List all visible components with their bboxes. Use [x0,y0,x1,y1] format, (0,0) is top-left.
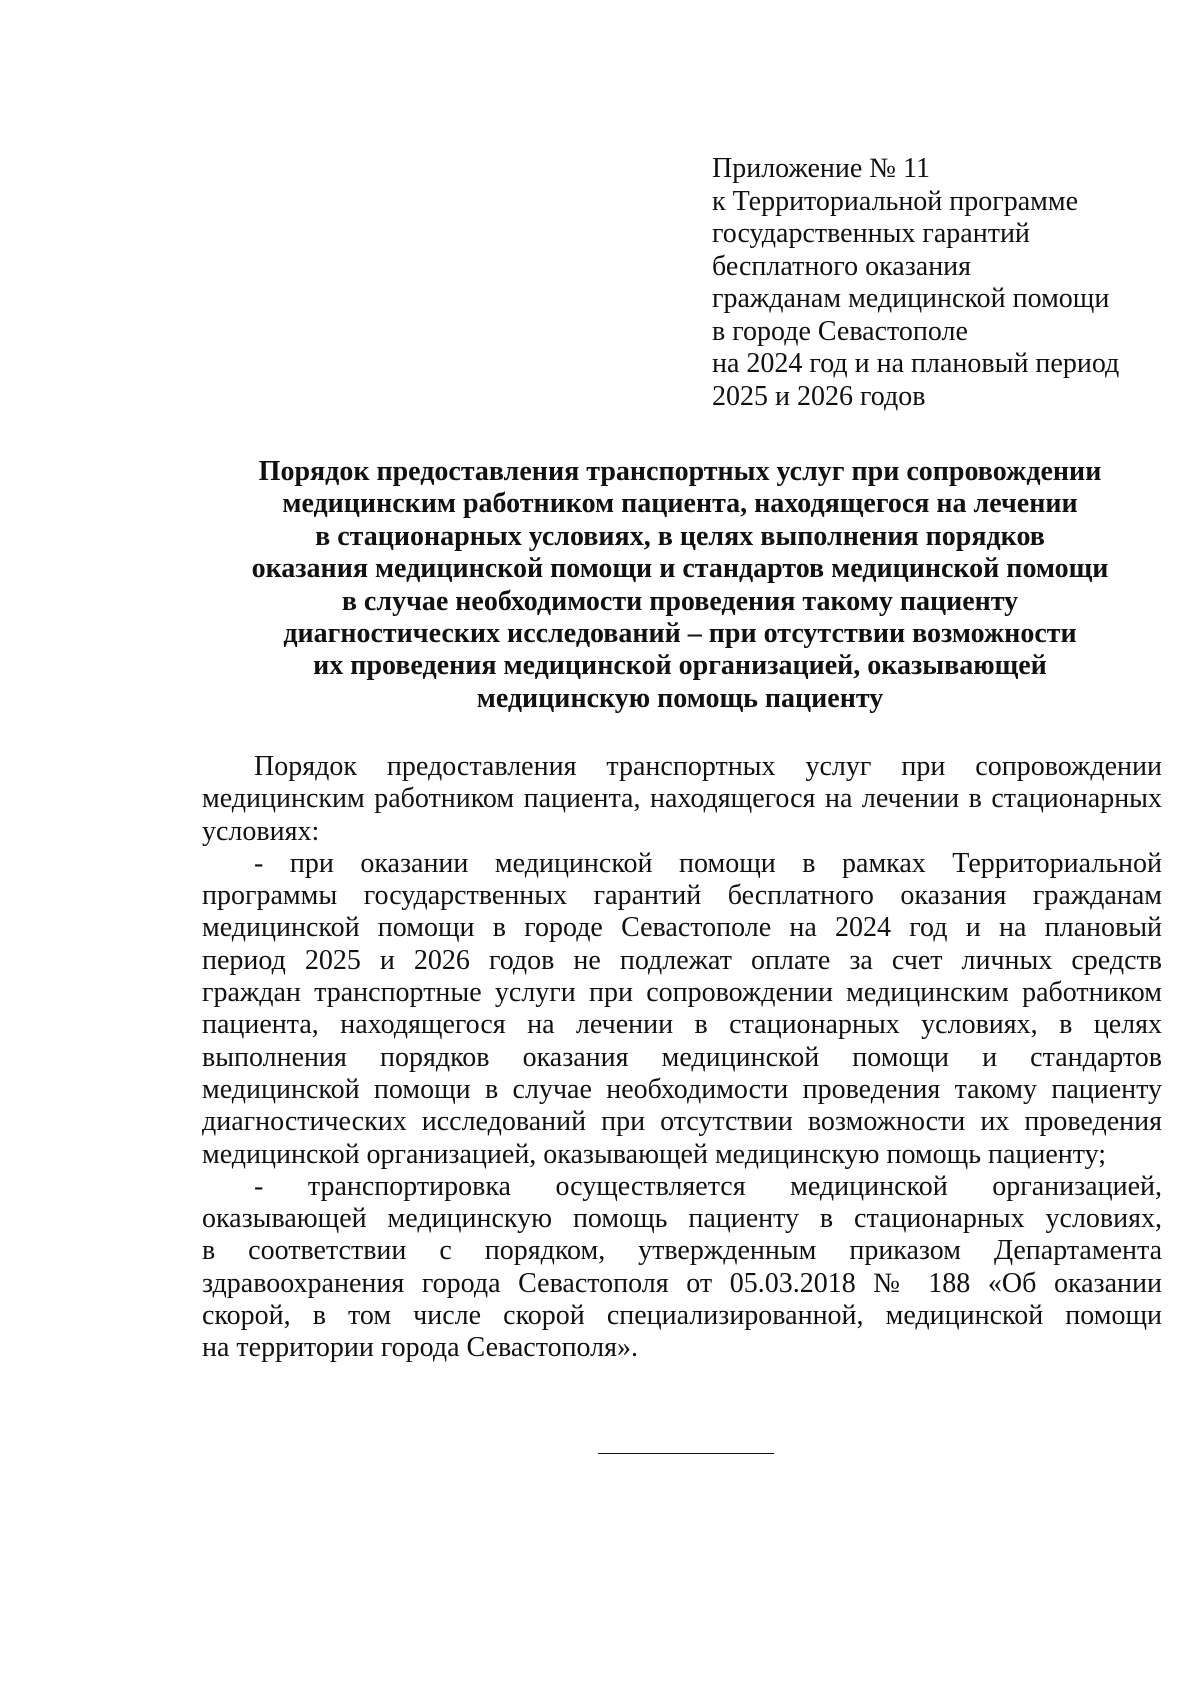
body-line: выполнения порядков оказания медицинской помощи и стандартов [202,1041,1162,1073]
body-line: медицинской помощи в случае необходимости проведения такому пациенту [202,1073,1162,1105]
body-line: оказывающей медицинскую помощь пациенту в стационарных условиях, [202,1203,1162,1235]
body-line: программы государственных гарантий бесплатного оказания гражданам [202,880,1162,912]
appendix-line: в городе Севастополе [712,315,968,347]
document-title [200,456,1160,715]
body-line: условиях: [202,815,320,847]
appendix-line: гражданам медицинской помощи [712,283,1110,314]
title-line: оказания медицинской помощи и стандартов медицинской помощи [251,553,1109,585]
body-line: период 2025 и 2026 годов не подлежат оплате за счет личных средств [202,944,1162,976]
title-line: диагностических исследований – при отсутствии возможности [283,618,1077,650]
body-line: медицинской помощи в городе Севастополе на 2024 год и на плановый [202,912,1162,944]
body-line: здравоохранения города Севастополя от 05.03.2018 № 188 «Об оказании [202,1267,1162,1299]
appendix-line: государственных гарантий [712,218,1030,249]
body-line: Порядок предоставления транспортных услуг при сопровождении [254,751,1162,782]
title-line: Порядок предоставления транспортных услуг при сопровождении [258,456,1102,487]
body-line: диагностических исследований при отсутствии возможности их проведения [202,1106,1162,1138]
document-body [202,751,1162,1365]
body-line: - транспортировка осуществляется медицинской организацией, [254,1170,1162,1202]
title-line: в стационарных условиях, в целях выполнения порядков [315,520,1045,552]
title-line: медицинским работником пациента, находящегося на лечении [282,488,1078,520]
body-line: граждан транспортные услуги при сопровождении медицинским работником [202,977,1162,1009]
body-line: в соответствии с порядком, утвержденным приказом Департамента [202,1235,1162,1267]
body-line: - при оказании медицинской помощи в рамках Территориальной [254,847,1162,879]
body-line: скорой, в том числе скорой специализированной, медицинской помощи [202,1300,1162,1332]
title-line: их проведения медицинской организацией, оказывающей [313,650,1047,682]
appendix-line: бесплатного оказания [712,250,972,282]
appendix-header [712,153,1152,413]
body-line: медицинской организацией, оказывающей медицинскую помощь пациенту; [202,1138,1107,1170]
title-line: медицинскую помощь пациенту [476,682,884,714]
appendix-line: к Территориальной программе [712,185,1079,217]
body-line: пациента, находящегося на лечении в стационарных условиях, в целях [202,1009,1162,1041]
appendix-line: 2025 и 2026 годов [712,380,926,412]
appendix-line: Приложение № 11 [712,153,930,184]
title-line: в случае необходимости проведения такому пациенту [341,585,1019,617]
body-line: на территории города Севастополя». [202,1332,639,1364]
end-separator-line [598,1453,774,1454]
appendix-line: на 2024 год и на плановый период [712,348,1120,379]
body-line: медицинским работником пациента, находящегося на лечении в стационарных [202,783,1162,815]
